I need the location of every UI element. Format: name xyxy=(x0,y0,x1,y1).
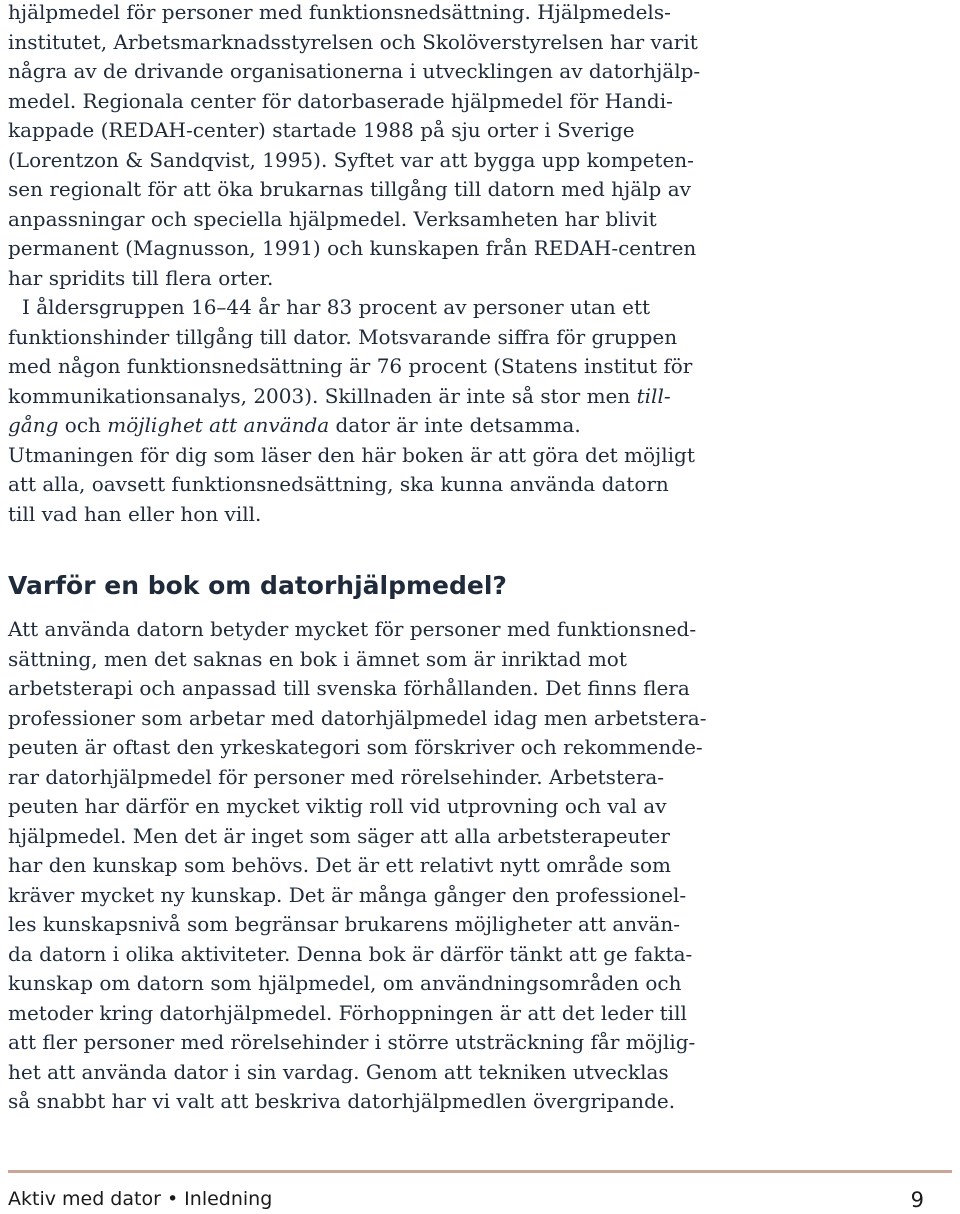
text-line: några av de drivande organisationerna i utvecklingen av datorhjälp- xyxy=(8,59,701,83)
text-line: kappade (REDAH-center) startade 1988 på sju orter i Sverige xyxy=(8,118,635,142)
text-line: att fler personer med rörelsehinder i större utsträckning får möjlig- xyxy=(8,1030,696,1054)
text-line: hjälpmedel. Men det är inget som säger att alla arbetsterapeuter xyxy=(8,823,670,848)
emphasis: gång xyxy=(8,413,59,437)
text-line: permanent (Magnusson, 1991) och kunskapen från REDAH-centren xyxy=(8,236,697,260)
text-line: institutet, Arbetsmarknadsstyrelsen och Skolöverstyrelsen har varit xyxy=(8,29,698,54)
text-line: kräver mycket ny kunskap. Det är många gånger den professionel- xyxy=(8,882,687,907)
text-line: har spridits till flera orter. xyxy=(8,265,274,290)
text-line: (Lorentzon & Sandqvist, 1995). Syftet var att bygga upp kompeten- xyxy=(8,147,694,172)
text-line: metoder kring datorhjälpmedel. Förhoppningen är att det leder till xyxy=(8,1000,687,1025)
emphasis: till- xyxy=(636,383,671,408)
text-line: till vad han eller hon vill. xyxy=(8,501,262,526)
text-line: medel. Regionala center för datorbaserade hjälpmedel för Handi- xyxy=(8,88,673,113)
text-line: peuten har därför en mycket viktig roll vid utprovning och val av xyxy=(8,794,667,818)
text-line: anpassningar och speciella hjälpmedel. Verksamheten har blivit xyxy=(8,206,657,231)
text-line: sättning, men det saknas en bok i ämnet som är inriktad mot xyxy=(8,646,627,671)
text-segment: kommunikationsanalys, 2003). Skillnaden är inte så stor men xyxy=(8,383,637,408)
text-line: peuten är oftast den yrkeskategori som förskriver och rekommende- xyxy=(8,735,703,759)
text-line: sen regionalt för att öka brukarnas tillgång till datorn med hjälp av xyxy=(8,177,691,201)
text-line: Att använda datorn betyder mycket för personer med funktionsned- xyxy=(8,617,697,641)
intro-paragraphs xyxy=(8,0,700,529)
text-line: professioner som arbetar med datorhjälpmedel idag men arbetstera- xyxy=(8,705,707,730)
section-heading: Varför en bok om datorhjälpmedel? xyxy=(8,571,507,600)
text-segment: dator är inte detsamma. xyxy=(329,413,581,437)
text-segment: och xyxy=(58,413,108,437)
emphasis: möjlighet att använda xyxy=(107,413,330,437)
text-line: så snabbt har vi valt att beskriva datorhjälpmedlen övergripande. xyxy=(8,1089,676,1113)
text-line: har den kunskap som behövs. Det är ett relativt nytt område som xyxy=(8,853,671,877)
text-line-with-emphasis xyxy=(8,382,700,412)
text-line: rar datorhjälpmedel för personer med rörelsehinder. Arbetstera- xyxy=(8,764,665,789)
page-number: 9 xyxy=(910,1188,924,1212)
text-line-with-emphasis xyxy=(8,411,700,441)
text-line: les kunskapsnivå som begränsar brukarens möjligheter att använ- xyxy=(8,912,681,936)
text-line: da datorn i olika aktiviteter. Denna bok är därför tänkt att ge fakta- xyxy=(8,941,693,966)
text-line: I åldersgruppen 16–44 år har 83 procent av personer utan ett xyxy=(22,295,651,319)
footer-divider xyxy=(8,1170,952,1173)
text-line: att alla, oavsett funktionsnedsättning, ska kunna använda datorn xyxy=(8,472,669,496)
running-head: Aktiv med dator • Inledning xyxy=(8,1188,273,1210)
text-line: het att använda dator i sin vardag. Genom att tekniken utvecklas xyxy=(8,1059,669,1084)
section-paragraph xyxy=(8,615,706,1117)
text-line: hjälpmedel för personer med funktionsnedsättning. Hjälpmedels- xyxy=(8,0,671,24)
text-line: med någon funktionsnedsättning är 76 procent (Statens institut för xyxy=(8,354,693,378)
text-line: kunskap om datorn som hjälpmedel, om användningsområden och xyxy=(8,971,682,995)
text-line: arbetsterapi och anpassad till svenska förhållanden. Det finns flera xyxy=(8,676,690,700)
text-line: funktionshinder tillgång till dator. Motsvarande siffra för gruppen xyxy=(8,324,678,349)
text-line: Utmaningen för dig som läser den här boken är att göra det möjligt xyxy=(8,442,695,467)
